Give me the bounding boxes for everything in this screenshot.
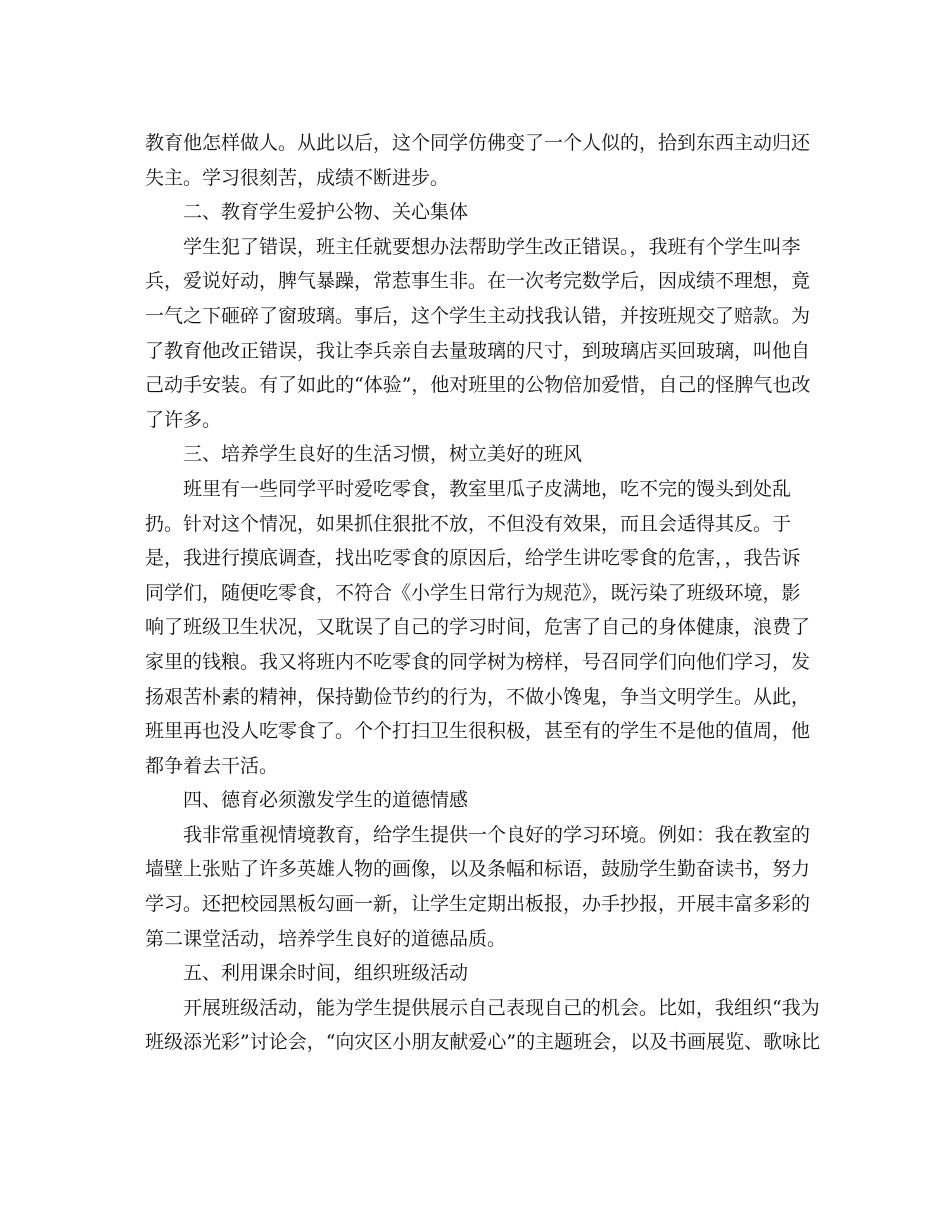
text-line: 是，我进行摸底调查，找出吃零食的原因后，给学生讲吃零食的危害，，我告诉	[145, 547, 801, 570]
text-line: 扔。针对这个情况，如果抓住狠批不放，不但没有效果，而且会适得其反。于	[145, 512, 792, 535]
text-line: 班级添光彩”讨论会，“向灾区小朋友献爱心”的主题班会，以及书画展览、歌咏比	[145, 1031, 821, 1054]
text-line: 了许多。	[145, 408, 222, 431]
text-line: 学习。还把校园黑板勾画一新，让学生定期出板报，办手抄报，开展丰富多彩的	[145, 893, 811, 916]
text-line: 学生犯了错误，班主任就要想办法帮助学生改正错误。，我班有个学生叫李	[183, 235, 801, 258]
text-line: 己动手安装。有了如此的“体验”，他对班里的公物倍加爱惜，自己的怪脾气也改	[145, 374, 811, 397]
text-line: 一气之下砸碎了窗玻璃。事后，这个学生主动找我认错，并按班规交了赔款。为	[145, 304, 811, 327]
text-line: 第二课堂活动，培养学生良好的道德品质。	[145, 927, 507, 950]
text-line: 我非常重视情境教育，给学生提供一个良好的学习环境。例如：我在教室的	[183, 823, 811, 846]
text-line: 同学们，随便吃零食，不符合《小学生日常行为规范》，既污染了班级环境，影	[145, 581, 801, 604]
section-heading: 三、培养学生良好的生活习惯，树立美好的班风	[183, 443, 583, 466]
text-line: 墙壁上张贴了许多英雄人物的画像，以及条幅和标语，鼓励学生勤奋读书，努力	[145, 858, 811, 881]
text-line: 失主。学习很刻苦，成绩不断进步。	[145, 166, 450, 189]
section-heading: 四、德育必须激发学生的道德情感	[183, 789, 469, 812]
section-heading: 五、利用课余时间，组织班级活动	[183, 962, 469, 985]
text-line: 了教育他改正错误，我让李兵亲自去量玻璃的尺寸，到玻璃店买回玻璃，叫他自	[145, 339, 811, 362]
text-line: 都争着去干活。	[145, 754, 279, 777]
text-line: 家里的钱粮。我又将班内不吃零食的同学树为榜样，号召同学们向他们学习，发	[145, 650, 811, 673]
section-heading: 二、教育学生爱护公物、关心集体	[183, 201, 469, 224]
text-line: 开展班级活动，能为学生提供展示自己表现自己的机会。比如，我组织“我为	[183, 996, 820, 1019]
text-line: 扬艰苦朴素的精神，保持勤俭节约的行为，不做小馋鬼，争当文明学生。从此，	[145, 685, 811, 708]
text-line: 响了班级卫生状况，又耽误了自己的学习时间，危害了自己的身体健康，浪费了	[145, 616, 811, 639]
text-line: 班里再也没人吃零食了。个个打扫卫生很积极，甚至有的学生不是他的值周，他	[145, 720, 811, 743]
text-line: 班里有一些同学平时爱吃零食，教室里瓜子皮满地，吃不完的馒头到处乱	[183, 477, 792, 500]
text-line: 兵，爱说好动，脾气暴躁，常惹事生非。在一次考完数学后，因成绩不理想，竟	[145, 270, 811, 293]
text-line: 教育他怎样做人。从此以后，这个同学仿佛变了一个人似的，拾到东西主动归还	[145, 132, 811, 154]
document-body	[145, 126, 821, 1060]
